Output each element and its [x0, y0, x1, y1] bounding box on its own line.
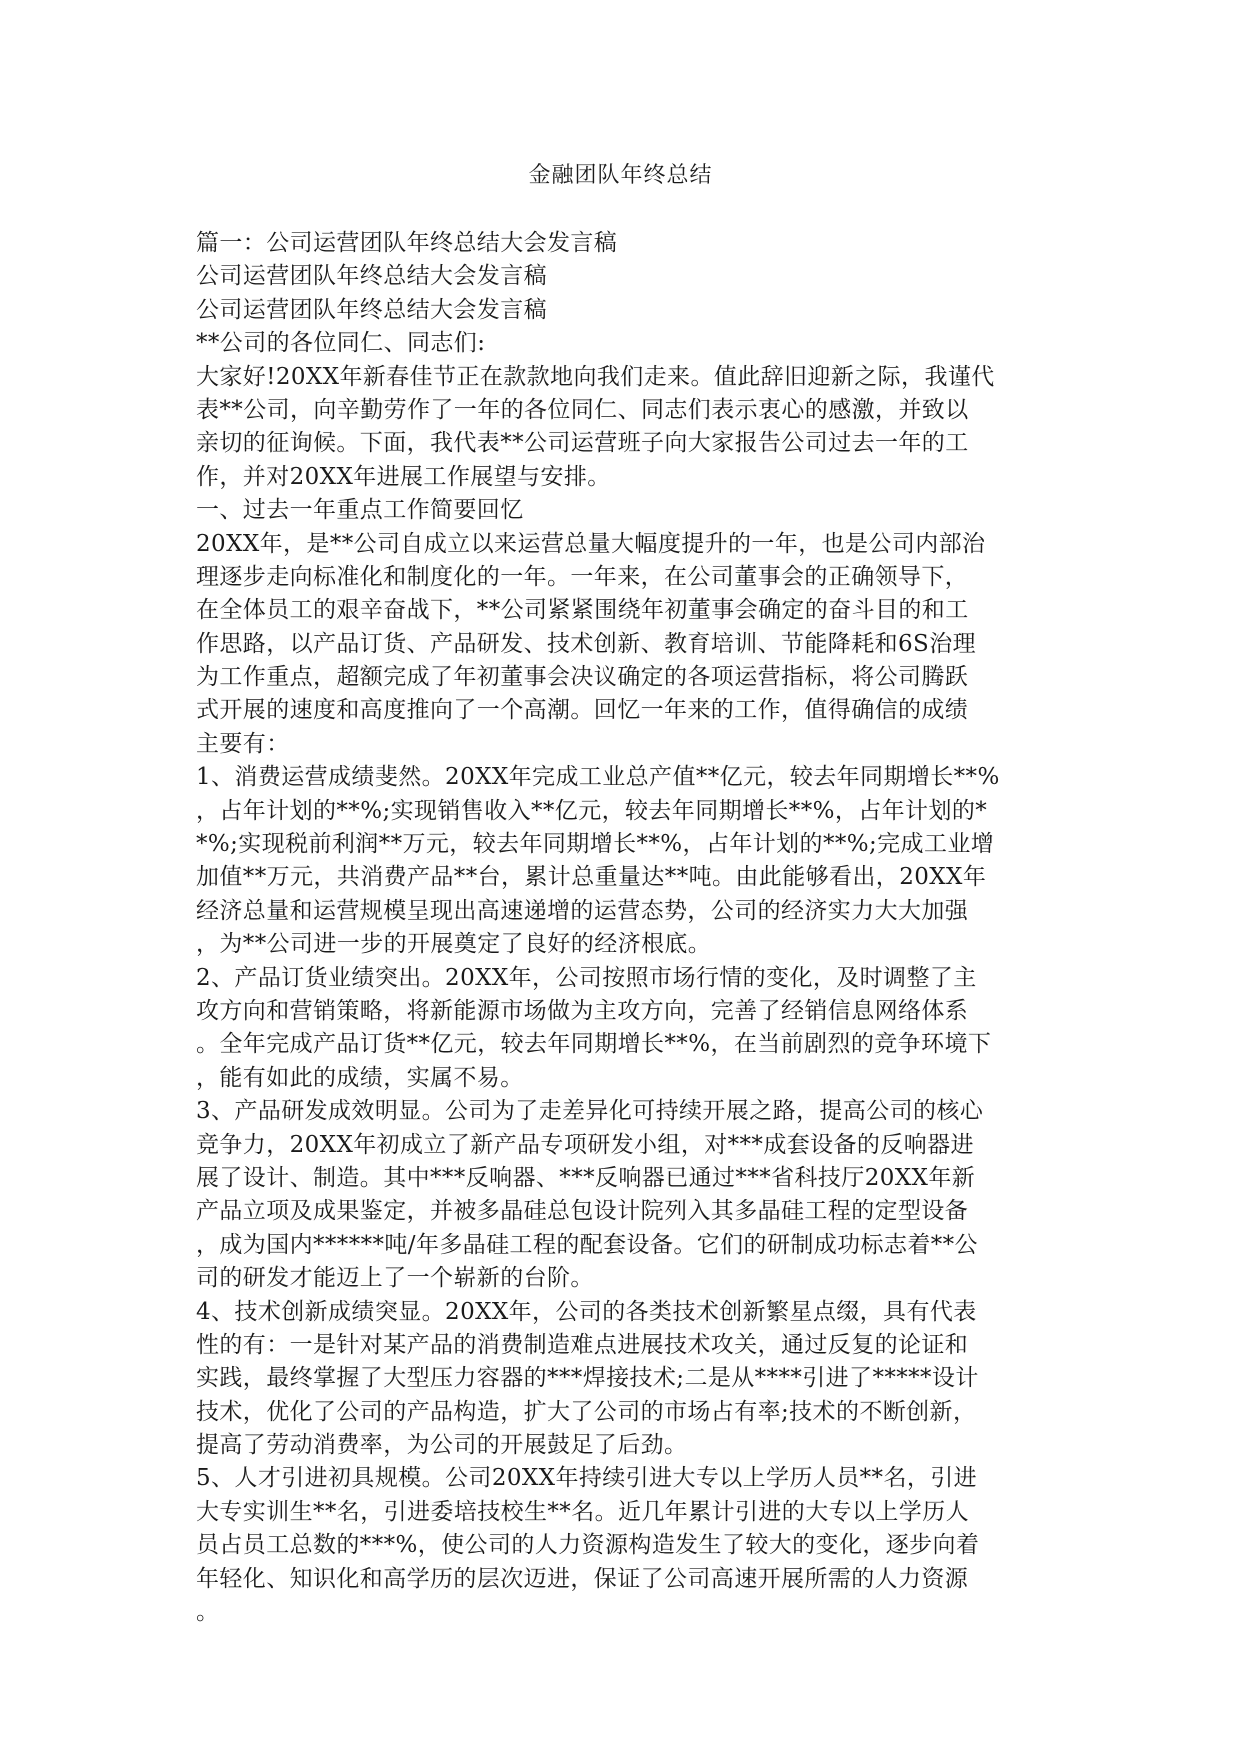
body-line: **公司的各位同仁、同志们: — [196, 330, 486, 357]
body-line: 在全体员工的艰辛奋战下，**公司紧紧围绕年初董事会确定的奋斗目的和工 — [196, 597, 969, 624]
body-line: 为工作重点，超额完成了年初董事会决议确定的各项运营指标，将公司腾跃 — [196, 664, 969, 691]
body-line: 20XX年，是**公司自成立以来运营总量大幅度提升的一年，也是公司内部治 — [196, 530, 986, 557]
body-line: 实践，最终掌握了大型压力容器的***焊接技术;二是从****引进了*****设计 — [196, 1365, 979, 1392]
body-line: 产品立项及成果鉴定，并被多晶硅总包设计院列入其多晶硅工程的定型设备 — [196, 1198, 969, 1225]
body-line: 3、产品研发成效明显。公司为了走差异化可持续开展之路，提高公司的核心 — [196, 1098, 984, 1125]
body-line: ，为**公司进一步的开展奠定了良好的经济根底。 — [196, 931, 712, 958]
body-line: 员占员工总数的***%，使公司的人力资源构造发生了较大的变化，逐步向着 — [196, 1532, 980, 1559]
body-line: 经济总量和运营规模呈现出高速递增的运营态势，公司的经济实力大大加强 — [196, 897, 969, 924]
body-line: ，占年计划的**%;实现销售收入**亿元，较去年同期增长**%，占年计划的* — [196, 797, 988, 824]
body-line: 技术，优化了公司的产品构造，扩大了公司的市场占有率;技术的不断创新， — [196, 1398, 977, 1425]
document-title: 金融团队年终总结 — [528, 163, 713, 188]
body-line: 1、消费运营成绩斐然。20XX年完成工业总产值**亿元，较去年同期增长**% — [196, 764, 1000, 791]
body-line: ，成为国内******吨/年多晶硅工程的配套设备。它们的研制成功标志着**公 — [196, 1231, 978, 1258]
body-line: ，能有如此的成绩，实属不易。 — [196, 1064, 524, 1091]
body-line: 表**公司，向辛勤劳作了一年的各位同仁、同志们表示衷心的感激，并致以 — [196, 396, 969, 423]
body-line: 一、过去一年重点工作简要回忆 — [196, 497, 524, 524]
body-line: 作，并对20XX年进展工作展望与安排。 — [196, 463, 611, 490]
body-line: 2、产品订货业绩突出。20XX年，公司按照市场行情的变化，及时调整了主 — [196, 964, 977, 991]
body-line: 年轻化、知识化和高学历的层次迈进，保证了公司高速开展所需的人力资源 — [196, 1565, 969, 1592]
body-line: 性的有：一是针对某产品的消费制造难点进展技术攻关，通过反复的论证和 — [196, 1331, 969, 1358]
document-body — [196, 227, 1036, 1629]
body-line: 加值**万元，共消费产品**台，累计总重量达**吨。由此能够看出，20XX年 — [196, 864, 987, 891]
body-line: 作思路，以产品订货、产品研发、技术创新、教育培训、节能降耗和6S治理 — [196, 630, 976, 657]
body-line: 攻方向和营销策略，将新能源市场做为主攻方向，完善了经销信息网络体系 — [196, 997, 969, 1024]
body-line: 大专实训生**名，引进委培技校生**名。近几年累计引进的大专以上学历人 — [196, 1498, 969, 1525]
body-line: 公司运营团队年终总结大会发言稿 — [196, 263, 547, 290]
body-line: 式开展的速度和高度推向了一个高潮。回忆一年来的工作，值得确信的成绩 — [196, 697, 969, 724]
body-line: *%;实现税前利润**万元，较去年同期增长**%，占年计划的**%;完成工业增 — [196, 831, 995, 858]
body-line: 竞争力，20XX年初成立了新产品专项研发小组，对***成套设备的反响器进 — [196, 1131, 974, 1158]
body-line: 展了设计、制造。其中***反响器、***反响器已通过***省科技厅20XX年新 — [196, 1164, 976, 1191]
body-line: 大家好!20XX年新春佳节正在款款地向我们走来。值此辞旧迎新之际，我谨代 — [196, 363, 995, 390]
body-line: 。 — [196, 1599, 220, 1626]
body-line: 主要有： — [196, 730, 290, 757]
body-line: 理逐步走向标准化和制度化的一年。一年来，在公司董事会的正确领导下， — [196, 563, 969, 590]
body-line: 公司运营团队年终总结大会发言稿 — [196, 296, 547, 323]
body-line: 。全年完成产品订货**亿元，较去年同期增长**%，在当前剧烈的竞争环境下 — [196, 1031, 992, 1058]
body-line: 5、人才引进初具规模。公司20XX年持续引进大专以上学历人员**名，引进 — [196, 1465, 978, 1492]
body-line: 亲切的征询候。下面，我代表**公司运营班子向大家报告公司过去一年的工 — [196, 430, 969, 457]
body-line: 4、技术创新成绩突显。20XX年，公司的各类技术创新繁星点缀，具有代表 — [196, 1298, 977, 1325]
body-line: 提高了劳动消费率，为公司的开展鼓足了后劲。 — [196, 1432, 688, 1459]
body-line: 篇一：公司运营团队年终总结大会发言稿 — [196, 230, 618, 256]
body-line: 司的研发才能迈上了一个崭新的台阶。 — [196, 1265, 594, 1292]
